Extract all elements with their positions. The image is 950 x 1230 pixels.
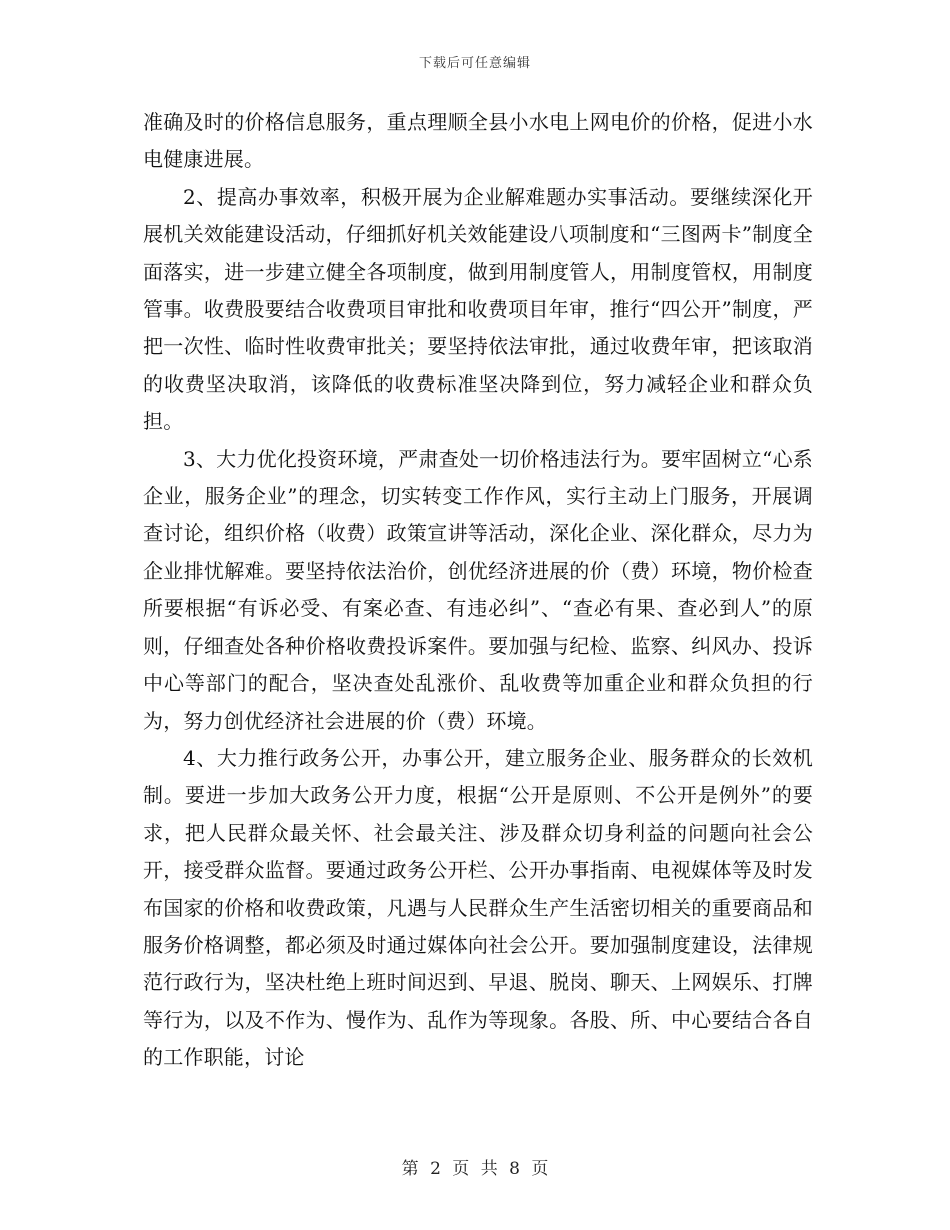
page-footer-number: 第 2 页 共 8 页 bbox=[401, 1159, 549, 1179]
page-header-note: 下载后可任意编辑 bbox=[418, 56, 531, 71]
paragraph-1: 准确及时的价格信息服务，重点理顺全县小水电上网电价的价格，促进小水电健康进展。 bbox=[143, 110, 813, 172]
paragraph-3: 3、大力优化投资环境，严肃查处一切价格违法行为。要牢固树立“心系企业，服务企业”的理念，切实转变工作作风，实行主动上门服务，开展调查讨论，组织价格（收费）政策宣讲等活动，深化企业、深化群众，尽力为企业排忧解难。要坚持依法治价，创优经济进展的价（费）环境，物价检查所要根据“有诉必受、有案必查、有违必纠”、“查必有果、查必到人”的原则，仔细查处各种价格收费投诉案件。要加强与纪检、监察、纠风办、投诉中心等部门的配合，坚决查处乱涨价、乱收费等加重企业和群众负担的行为，努力创优经济社会进展的价（费）环境。 bbox=[143, 446, 813, 733]
document-body bbox=[143, 104, 813, 1077]
paragraph-4: 4、大力推行政务公开，办事公开，建立服务企业、服务群众的长效机制。要进一步加大政务公开力度，根据“公开是原则、不公开是例外”的要求，把人民群众最关怀、社会最关注、涉及群众切身利益的问题向社会公开，接受群众监督。要通过政务公开栏、公开办事指南、电视媒体等及时发布国家的价格和收费政策，凡遇与人民群众生产生活密切相关的重要商品和服务价格调整，都必须及时通过媒体向社会公开。要加强制度建设，法律规范行政行为，坚决杜绝上班时间迟到、早退、脱岗、聊天、上网娱乐、打牌等行为，以及不作为、慢作为、乱作为等现象。各股、所、中心要结合各自的工作职能，讨论 bbox=[143, 745, 813, 1070]
paragraph-2: 2、提高办事效率，积极开展为企业解难题办实事活动。要继续深化开展机关效能建设活动，仔细抓好机关效能建设八项制度和“三图两卡”制度全面落实，进一步建立健全各项制度，做到用制度管人，用制度管权，用制度管事。收费股要结合收费项目审批和收费项目年审，推行“四公开”制度，严把一次性、临时性收费审批关；要坚持依法审批，通过收费年审，把该取消的收费坚决取消，该降低的收费标准坚决降到位，努力减轻企业和群众负担。 bbox=[143, 184, 813, 434]
